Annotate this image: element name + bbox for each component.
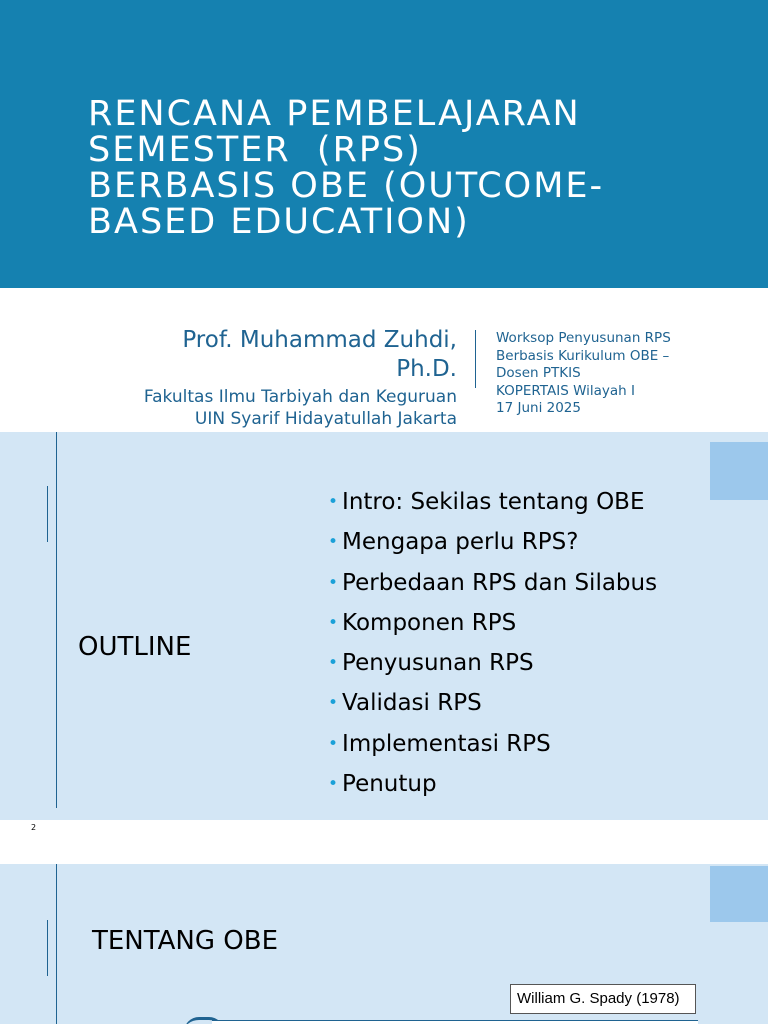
author-affiliation	[144, 386, 457, 430]
outline-item	[328, 563, 657, 603]
event-line: KOPERTAIS Wilayah I	[496, 382, 636, 399]
vertical-accent-rule	[47, 486, 48, 542]
citation-box: William G. Spady (1978)	[510, 984, 696, 1014]
event-line: Worksop Penyusunan RPS	[496, 330, 671, 346]
page-number: 2	[31, 823, 37, 832]
affiliation-line: Fakultas Ilmu Tarbiyah dan Keguruan	[143, 387, 457, 407]
event-line: Berbasis Kurikulum OBE –	[496, 347, 670, 364]
title-line: SEMESTER (RPS)	[88, 130, 422, 170]
outline-slide	[0, 432, 768, 832]
outline-item-label: Penyusunan RPS	[342, 650, 534, 677]
outline-item	[328, 643, 657, 683]
outline-heading: OUTLINE	[78, 632, 192, 662]
outline-item-label: Mengapa perlu RPS?	[342, 529, 579, 556]
outline-item-label: Komponen RPS	[342, 609, 517, 636]
bullet-icon: •	[328, 733, 339, 754]
outline-item	[328, 724, 657, 764]
vertical-divider	[475, 330, 476, 388]
outline-item	[328, 603, 657, 643]
event-line: Dosen PTKIS	[496, 365, 581, 381]
corner-square-decoration	[710, 866, 768, 922]
outline-item-label: Penutup	[342, 771, 437, 798]
outline-list	[328, 482, 657, 804]
vertical-rule	[56, 864, 57, 1024]
title-band	[0, 0, 768, 288]
author-name	[144, 326, 457, 384]
tentang-obe-heading: TENTANG OBE	[92, 926, 278, 956]
outline-item	[328, 482, 657, 522]
affiliation-line: UIN Syarif Hidayatullah Jakarta	[194, 409, 457, 429]
title-line: BASED EDUCATION)	[88, 202, 470, 242]
corner-square-decoration	[710, 442, 768, 500]
event-date: 17 Juni 2025	[496, 400, 581, 416]
outline-item	[328, 522, 657, 562]
outline-item-label: Implementasi RPS	[342, 730, 551, 757]
tentang-obe-slide	[0, 864, 768, 1024]
bullet-icon: •	[328, 572, 339, 593]
outline-item	[328, 683, 657, 723]
diagram-edge	[212, 1020, 698, 1024]
title-line: RENCANA PEMBELAJARAN	[88, 94, 581, 134]
outline-item	[328, 764, 657, 804]
bullet-icon: •	[328, 653, 339, 674]
outline-item-label: Perbedaan RPS dan Silabus	[342, 569, 658, 596]
bullet-icon: •	[328, 612, 339, 633]
outline-item-label: Intro: Sekilas tentang OBE	[342, 489, 645, 515]
outline-item-label: Validasi RPS	[342, 690, 482, 717]
bullet-icon: •	[328, 492, 339, 512]
event-info	[496, 330, 671, 418]
author-line: Prof. Muhammad Zuhdi,	[182, 327, 457, 353]
author-line: Ph.D.	[396, 356, 457, 382]
presentation-title	[88, 96, 748, 240]
vertical-rule	[56, 432, 57, 808]
bullet-icon: •	[328, 693, 339, 714]
author-block	[144, 326, 457, 430]
title-slide	[0, 0, 768, 432]
vertical-accent-rule	[47, 920, 48, 976]
bullet-icon: •	[328, 532, 339, 553]
bullet-icon: •	[328, 774, 339, 795]
title-line: BERBASIS OBE (OUTCOME-	[88, 166, 605, 206]
